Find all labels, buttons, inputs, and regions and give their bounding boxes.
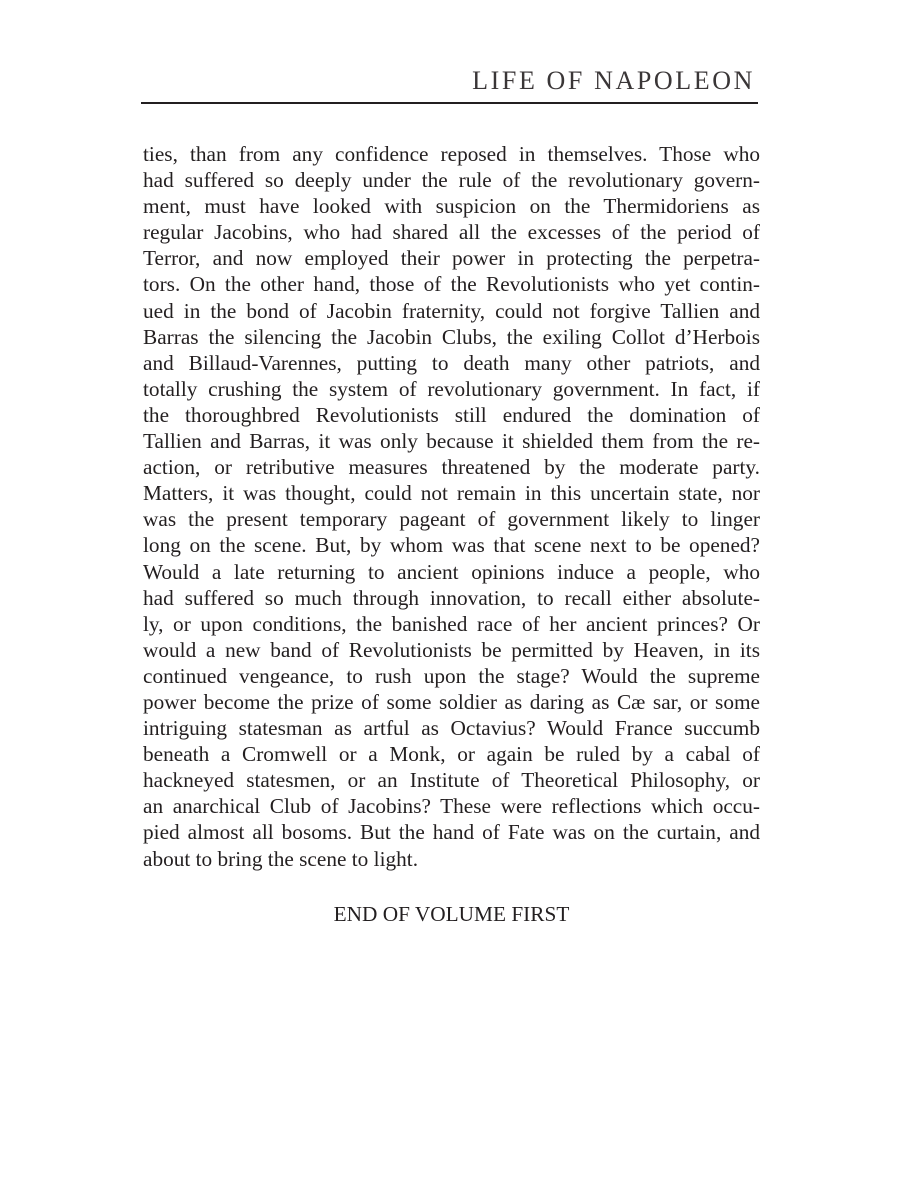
text-line: intriguing statesman as artful as Octavius? Would France succumb <box>143 716 760 741</box>
text-line: pied almost all bosoms. But the hand of Fate was on the curtain, and <box>143 820 760 845</box>
text-line-last: about to bring the scene to light. <box>143 846 419 871</box>
text-line: ly, or upon conditions, the banished race of her ancient princes? Or <box>143 611 760 636</box>
text-line: regular Jacobins, who had shared all the excesses of the period of <box>143 220 760 245</box>
text-line: had suffered so deeply under the rule of the revolutionary govern- <box>143 168 760 193</box>
text-line: ued in the bond of Jacobin fraternity, could not forgive Tallien and <box>143 298 760 323</box>
text-line: the thoroughbred Revolutionists still endured the domination of <box>143 402 760 427</box>
text-line: an anarchical Club of Jacobins? These were reflections which occu- <box>143 794 760 819</box>
end-of-volume-note: END OF VOLUME FIRST <box>333 902 570 926</box>
text-line: totally crushing the system of revolutionary government. In fact, if <box>143 376 760 401</box>
text-line: Would a late returning to ancient opinions induce a people, who <box>143 559 760 584</box>
text-line: long on the scene. But, by whom was that scene next to be opened? <box>143 533 760 558</box>
body-paragraph <box>143 141 760 872</box>
text-line: power become the prize of some soldier as daring as Cæ sar, or some <box>143 689 760 714</box>
running-title: LIFE OF NAPOLEON <box>472 66 755 95</box>
text-line: action, or retributive measures threatened by the moderate party. <box>143 455 760 480</box>
text-line: tors. On the other hand, those of the Revolutionists who yet contin- <box>143 272 760 297</box>
running-header <box>141 62 758 104</box>
text-line: ment, must have looked with suspicion on the Thermidoriens as <box>143 194 760 219</box>
text-line: continued vengeance, to rush upon the stage? Would the supreme <box>143 663 760 688</box>
text-line: Barras the silencing the Jacobin Clubs, the exiling Collot d’Herbois <box>143 324 760 349</box>
text-line: beneath a Cromwell or a Monk, or again be ruled by a cabal of <box>143 742 760 767</box>
text-line: Terror, and now employed their power in protecting the perpetra- <box>143 246 760 271</box>
text-line: would a new band of Revolutionists be permitted by Heaven, in its <box>143 637 760 662</box>
text-line: ties, than from any confidence reposed in themselves. Those who <box>143 142 760 166</box>
text-line: had suffered so much through innovation, to recall either absolute- <box>143 585 760 610</box>
text-line: was the present temporary pageant of government likely to linger <box>143 507 760 532</box>
text-line: Tallien and Barras, it was only because it shielded them from the re- <box>143 429 760 454</box>
text-line: Matters, it was thought, could not remain in this uncertain state, nor <box>143 481 760 506</box>
text-line: and Billaud-Varennes, putting to death many other patriots, and <box>143 350 760 375</box>
text-line: hackneyed statesmen, or an Institute of Theoretical Philosophy, or <box>143 768 760 793</box>
